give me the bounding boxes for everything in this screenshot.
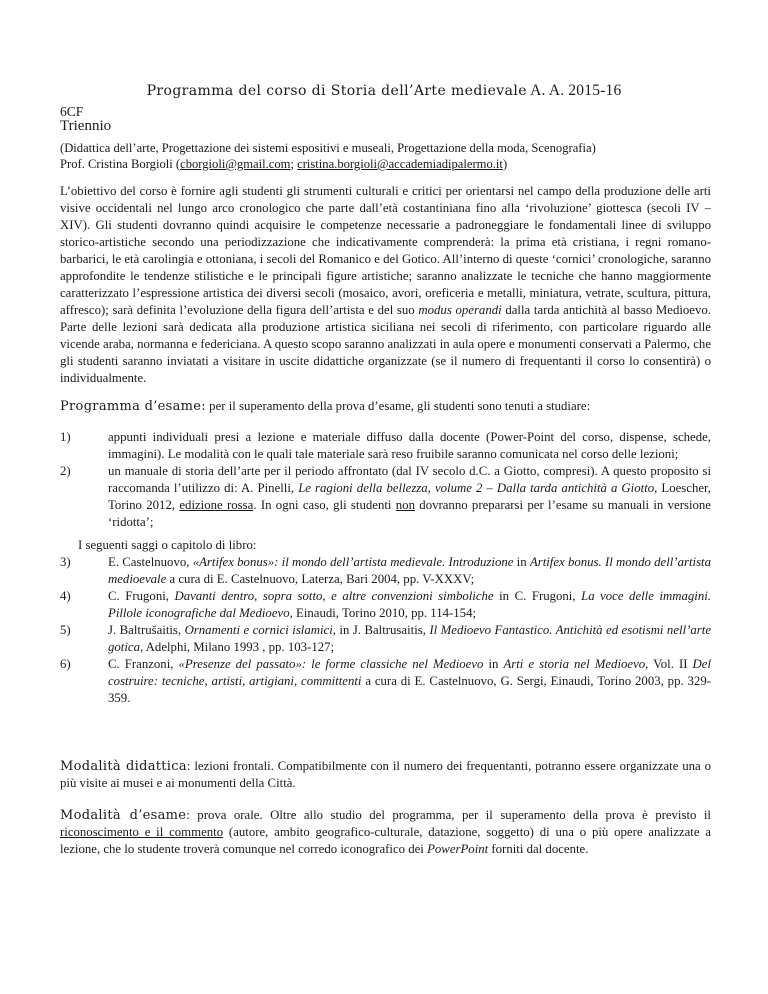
study-materials-list (60, 429, 711, 531)
essay-title: «Presenze del passato»: le forme classiche nel Medioevo (178, 657, 484, 671)
modalita-esame-text: : prova orale. Oltre allo studio del programma, per il superamento della prova è previsto il (186, 808, 711, 822)
book-title: Il Medioevo Fantastico. Antichità ed esotismi nell’arte gotica, (108, 623, 711, 654)
essay-title: Ornamenti e cornici islamici, (184, 623, 336, 637)
item-text: appunti individuali presi a lezione e materiale diffuso dalla docente (Power-Point del corso, dispense, schede, immagini). Le modalità con le quali tale materiale sarà reso fruibile saranno comunicata nel corso delle lezioni; (108, 430, 711, 461)
modalita-esame-heading: Modalità d’esame (60, 808, 187, 823)
programma-esame-heading: Programma d’esame: (60, 399, 206, 414)
essays-list (60, 554, 711, 707)
intro-paragraph (60, 183, 711, 387)
item-text: C. Frugoni, (108, 589, 175, 603)
modalita-didattica-text: : lezioni frontali. Compatibilmente con il numero dei frequentanti, potranno essere organizzate una o più visite ai musei e ai monumenti della Città. (60, 759, 711, 790)
item-number: 4) (60, 589, 71, 603)
item-text: in (513, 555, 530, 569)
intro-text-2: dalla tarda antichità al basso Medioevo. Parte delle lezioni sarà dedicata alla produzione artistica siciliana nei secoli di riferimento, con particolare riguardo alle vicende araba, normanna e federiciana. A questo scopo saranno analizzati in aula opere e monumenti conservati a Palermo, che gli studenti saranno inviatati a visitare in uscite didattiche organizzate (se il numero di frequentanti il corso lo consentirà) o individualmente. (60, 303, 711, 385)
programma-esame-section (60, 398, 711, 415)
item-text: dovranno prepararsi per l’esame su manuali in versione ‘ridotta’; (108, 498, 711, 529)
essay-title: Davanti dentro, sopra sotto, e altre convenzioni simboliche (174, 589, 494, 603)
item-number: 1) (60, 430, 71, 444)
powerpoint-italic: PowerPoint (427, 842, 489, 856)
list-item (60, 554, 711, 588)
book-title: Le ragioni della bellezza, volume 2 – Dalla tarda antichità a Giotto, (298, 481, 658, 495)
underlined-text: riconoscimento e il commento (60, 825, 224, 839)
intro-text-1: L’obiettivo del corso è fornire agli studenti gli strumenti culturali e critici per orientarsi nel campo della produzione delle arti visive occidentali nel lungo arco cronologico che parte dall’età costantiniana fino alla ‘rivoluzione’ giottesca (secoli IV – XIV). Gli studenti dovranno quindi acquisire le competenze necessarie a padroneggiare le fondamentali linee di sviluppo storico-artistiche secondo una periodizzazione che indicativamente comprenderà: la prima età cristiana, i regni romano-barbarici, le età carolingia e ottoniana, i secoli del Romanico e del Gotico. All’interno di queste ‘cornici’ cronologiche, saranno approfondite le tendenze stilistiche e le principali figure artistiche; saranno analizzate le tecniche che hanno maggiormente caratterizzato l’espressione artistica dei diversi secoli (mosaico, avori, oreficeria e metalli, miniatura, vetrate, scultura, pittura, affresco); sarà definita l’evoluzione della figura dell’artista e del suo (60, 184, 711, 317)
list-item (60, 588, 711, 622)
programma-esame-text: per il superamento della prova d’esame, gli studenti sono tenuti a studiare: (205, 399, 591, 413)
modalita-didattica-section (60, 758, 711, 792)
underlined-text: non (395, 498, 415, 512)
item-text: in C. Frugoni, (493, 589, 582, 603)
item-text: un manuale di storia dell’arte per il periodo affrontato (dal IV secolo d.C. a Giotto, compresi). A questo proposito si raccomanda l’utilizzo di: A. Pinelli, (108, 464, 711, 495)
saggi-intro: I seguenti saggi o capitolo di libro: (78, 538, 257, 552)
underlined-text: edizione rossa (179, 498, 254, 512)
title-year: A. A. 2015-16 (530, 82, 622, 99)
modalita-esame-section (60, 807, 711, 858)
item-text: J. Baltrušaitis, (108, 623, 185, 637)
email-separator: ; (290, 157, 298, 171)
item-number: 3) (60, 555, 71, 569)
item-text: in J. Baltrusaitis, (335, 623, 430, 637)
list-item (60, 622, 711, 656)
item-text: . In ogni caso, gli studenti (253, 498, 396, 512)
item-text: Adelphi, Milano 1993 , pp. 103-127; (143, 640, 335, 654)
email-link-1[interactable]: cborgioli@gmail.com (180, 157, 291, 171)
book-title: La voce delle immagini. Pillole iconografiche dal Medioevo, (108, 589, 711, 620)
credits-label: 6CF (60, 104, 84, 119)
essay-title: «Artifex bonus»: il mondo dell’artista medievale. Introduzione (192, 555, 514, 569)
item-text: in (483, 657, 504, 671)
courses-list: (Didattica dell’arte, Progettazione dei sistemi espositivi e museali, Progettazione della moda, Scenografia) (60, 141, 596, 155)
item-text: a cura di E. Castelnuovo, Laterza, Bari 2004, pp. V-XXXV; (166, 572, 475, 586)
level-label: Triennio (60, 118, 112, 134)
email-link-2[interactable]: cristina.borgioli@accademiadipalermo.it (297, 157, 503, 171)
list-item (60, 656, 711, 707)
item-text: C. Franzoni, (108, 657, 179, 671)
item-text: a cura di E. Castelnuovo, G. Sergi, Einaudi, Torino 2003, pp. 329-359. (108, 674, 711, 705)
item-text: Vol. II (648, 657, 693, 671)
modalita-didattica-heading: Modalità didattica (60, 759, 187, 774)
professor-line (60, 156, 720, 173)
volume-title: Del costruire: tecniche, artisti, artigiani, committenti (108, 657, 712, 688)
prof-suffix: ) (502, 157, 508, 171)
modalita-esame-text: forniti dal docente. (488, 842, 589, 856)
item-text: Loescher, Torino 2012, (108, 481, 711, 512)
intro-italic: modus operandi (418, 303, 502, 317)
book-title: Arti e storia nel Medioevo, (503, 657, 649, 671)
page-title (0, 82, 768, 100)
list-item (60, 463, 711, 531)
modalita-esame-text: (autore, ambito geografico-culturale, datazione, soggetto) di una o più opere analizzate a lezione, che lo studente troverà comunque nel corredo iconografico dei (60, 825, 711, 856)
prof-prefix: Prof. Cristina Borgioli ( (60, 157, 181, 171)
item-text: E. Castelnuovo, (108, 555, 193, 569)
item-number: 5) (60, 623, 71, 637)
item-number: 2) (60, 464, 71, 478)
item-number: 6) (60, 657, 71, 671)
title-main: Programma del corso di Storia dell’Arte medievale (146, 83, 527, 99)
list-item (60, 429, 711, 463)
book-title: Artifex bonus. Il mondo dell’artista medioevale (108, 555, 711, 586)
item-text: Einaudi, Torino 2010, pp. 114-154; (292, 606, 477, 620)
